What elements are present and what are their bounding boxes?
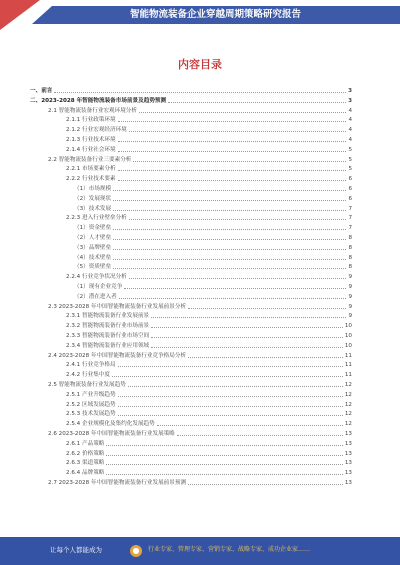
- toc-entry-title: （2）发展现状: [74, 195, 112, 202]
- toc-entry-page: 12: [344, 391, 352, 398]
- toc-entry-page: 5: [348, 156, 352, 163]
- toc-entry-page: 8: [348, 254, 352, 261]
- toc-dot-leader: [106, 445, 342, 446]
- person-icon: ●: [132, 546, 140, 555]
- toc-entry[interactable]: [30, 96, 352, 105]
- toc-entry-title: （5）资质壁垒: [74, 264, 112, 271]
- toc-dot-leader: [118, 121, 347, 122]
- toc-entry[interactable]: [30, 106, 352, 115]
- toc-entry-page: 11: [344, 362, 352, 369]
- toc-entry-title: 2.6.2 价格策略: [66, 450, 105, 457]
- toc-dot-leader: [129, 131, 347, 132]
- toc-entry[interactable]: [30, 302, 352, 311]
- toc-dot-leader: [119, 298, 347, 299]
- toc-entry[interactable]: [30, 194, 352, 203]
- toc-entry-title: 2.1.1 行业政策环境: [66, 117, 116, 124]
- toc-entry-page: 13: [344, 450, 352, 457]
- toc-entry-title: 2.5.2 区域发展趋势: [66, 401, 116, 408]
- toc-entry[interactable]: [30, 321, 352, 330]
- toc-entry-title: 2.5.1 产业升级趋势: [66, 391, 116, 398]
- toc-entry-title: 2.4 2023-2028 年中国智能物流装备行业竞争格局分析: [48, 352, 187, 359]
- toc-entry-title: 2.3.2 智能物流装备行业市场前景: [66, 323, 150, 330]
- toc-entry-page: 11: [344, 352, 352, 359]
- toc-entry[interactable]: [30, 125, 352, 134]
- toc-entry[interactable]: [30, 223, 352, 232]
- toc-entry-page: 11: [344, 372, 352, 379]
- toc-entry-title: 2.1.2 行业宏观经济环境: [66, 127, 127, 134]
- toc-entry-title: （1）现有企业竞争: [74, 284, 123, 290]
- toc-dot-leader: [177, 435, 343, 436]
- toc-entry[interactable]: [30, 439, 352, 448]
- toc-entry[interactable]: [30, 409, 352, 418]
- toc-entry-title: 2.6.1 产品策略: [66, 440, 105, 447]
- toc-dot-leader: [188, 308, 346, 309]
- toc-entry-page: 6: [348, 186, 352, 192]
- toc-entry[interactable]: [30, 449, 352, 458]
- toc-entry-page: 10: [344, 333, 352, 339]
- toc-entry[interactable]: [30, 164, 352, 173]
- toc-dot-leader: [151, 317, 346, 318]
- toc-entry[interactable]: [30, 419, 352, 428]
- toc-dot-leader: [188, 484, 343, 485]
- toc-entry-page: 12: [344, 421, 352, 428]
- toc-entry-title: 二、2023-2028 年智能物流装备市场前景及趋势预测: [30, 97, 167, 104]
- toc-entry-title: 2.7 2023-2028 年中国智能物流装备行业发展前景预测: [48, 480, 187, 486]
- toc-entry[interactable]: [30, 400, 352, 409]
- toc-dot-leader: [157, 425, 343, 426]
- toc-entry-page: 10: [344, 323, 352, 330]
- toc-dot-leader: [151, 337, 343, 338]
- toc-entry-title: 2.6 2023-2028 年中国智能物流装备行业发展策略: [48, 431, 175, 437]
- toc-entry[interactable]: [30, 233, 352, 242]
- toc-entry-title: 一、前言: [30, 88, 53, 94]
- toc-dot-leader: [151, 347, 343, 348]
- toc-entry[interactable]: [30, 370, 352, 379]
- toc-entry-page: 12: [344, 401, 352, 408]
- toc-entry-title: 2.2.2 行业技术要素: [66, 176, 116, 183]
- toc-entry-title: 2.2.3 进入行业壁垒分析: [66, 215, 127, 222]
- toc-entry-page: 13: [344, 480, 352, 486]
- toc-dot-leader: [188, 357, 343, 358]
- toc-dot-leader: [113, 229, 346, 230]
- toc-dot-leader: [118, 151, 347, 152]
- toc-entry[interactable]: [30, 184, 352, 193]
- toc-entry-title: 2.1.4 行业社会环境: [66, 146, 116, 153]
- toc-entry-page: 9: [348, 303, 352, 310]
- toc-entry-title: （4）技术壁垒: [74, 254, 112, 261]
- toc-entry-page: 7: [348, 225, 352, 232]
- toc-heading: 内容目录: [178, 58, 222, 71]
- toc-dot-leader: [118, 180, 347, 181]
- toc-entry-title: 2.5.3 技术发展趋势: [66, 411, 116, 418]
- page-header: [0, 0, 400, 30]
- table-of-contents: [30, 86, 352, 506]
- toc-entry-page: 9: [348, 274, 352, 281]
- toc-dot-leader: [106, 464, 342, 465]
- report-title: 智能物流装备企业穿越周期策略研究报告: [130, 9, 302, 20]
- toc-entry-page: 9: [348, 293, 352, 300]
- toc-entry[interactable]: [30, 243, 352, 252]
- toc-dot-leader: [118, 406, 343, 407]
- toc-entry[interactable]: [30, 390, 352, 399]
- toc-entry-title: 2.5.4 企业规模化及集约化发展趋势: [66, 421, 155, 428]
- toc-entry-title: 2.3.3 智能物流装备行业市场空间: [66, 333, 150, 339]
- toc-entry-title: 2.4.1 行业竞争格局: [66, 362, 116, 369]
- toc-dot-leader: [113, 239, 346, 240]
- toc-entry-page: 13: [344, 440, 352, 447]
- toc-entry-page: 5: [348, 146, 352, 153]
- toc-entry-page: 5: [348, 166, 352, 173]
- toc-entry-title: 2.2.4 行业竞争状况分析: [66, 274, 127, 281]
- toc-entry-page: 4: [348, 117, 352, 124]
- toc-dot-leader: [118, 415, 343, 416]
- toc-entry[interactable]: [30, 213, 352, 222]
- toc-entry-page: 12: [344, 411, 352, 418]
- toc-entry[interactable]: [30, 262, 352, 271]
- toc-entry[interactable]: [30, 115, 352, 124]
- toc-entry[interactable]: [30, 458, 352, 467]
- toc-entry[interactable]: [30, 468, 352, 477]
- toc-entry[interactable]: [30, 478, 352, 487]
- toc-entry-page: 4: [348, 127, 352, 134]
- toc-dot-leader: [54, 92, 346, 93]
- toc-dot-leader: [113, 259, 346, 260]
- toc-dot-leader: [168, 102, 346, 103]
- toc-entry[interactable]: [30, 351, 352, 360]
- toc-entry-title: （1）市场规模: [74, 186, 112, 192]
- toc-entry[interactable]: [30, 174, 352, 183]
- toc-entry[interactable]: [30, 282, 352, 291]
- toc-entry-title: （2）潜在进入者: [74, 293, 117, 300]
- toc-entry[interactable]: [30, 341, 352, 350]
- toc-dot-leader: [129, 278, 347, 279]
- toc-entry-page: 13: [344, 460, 352, 467]
- toc-dot-leader: [113, 210, 346, 211]
- toc-dot-leader: [118, 366, 343, 367]
- toc-entry-title: （2）人才壁垒: [74, 235, 112, 241]
- toc-entry-title: 2.2.1 市场要素分析: [66, 166, 116, 173]
- toc-entry[interactable]: [30, 204, 352, 213]
- toc-dot-leader: [124, 288, 346, 289]
- toc-entry-page: 4: [348, 107, 352, 114]
- toc-dot-leader: [106, 455, 342, 456]
- toc-entry-page: 8: [348, 264, 352, 271]
- toc-dot-leader: [151, 327, 343, 328]
- toc-entry[interactable]: [30, 429, 352, 438]
- toc-dot-leader: [113, 249, 346, 250]
- toc-entry-page: 8: [348, 235, 352, 241]
- footer-slogan: 让每个人都能成为: [50, 546, 102, 554]
- toc-entry-page: 9: [348, 284, 352, 290]
- toc-entry-title: （3）技术发展: [74, 205, 112, 212]
- toc-entry-title: 2.1 智能物流装备行业宏观环境分析: [48, 107, 137, 114]
- header-blue-slant: [32, 6, 52, 24]
- toc-dot-leader: [106, 474, 342, 475]
- toc-entry-page: 12: [344, 382, 352, 388]
- toc-entry-title: 2.2 智能物流装备行业三要素分析: [48, 156, 132, 163]
- footer-tags: 行业专家、管理专家、营销专家、战略专家、成功企业家……: [148, 546, 311, 553]
- toc-entry[interactable]: [30, 292, 352, 301]
- toc-dot-leader: [133, 161, 346, 162]
- toc-entry[interactable]: [30, 272, 352, 281]
- toc-dot-leader: [128, 386, 343, 387]
- toc-entry-title: 2.3 2023-2028 年中国智能物流装备行业发展前景分析: [48, 303, 187, 310]
- toc-entry-page: 6: [348, 195, 352, 202]
- toc-entry-title: 2.5 智能物流装备行业发展趋势: [48, 382, 126, 388]
- toc-entry-page: 13: [344, 470, 352, 477]
- toc-entry[interactable]: [30, 380, 352, 389]
- toc-dot-leader: [118, 141, 347, 142]
- toc-dot-leader: [118, 396, 343, 397]
- toc-dot-leader: [112, 376, 343, 377]
- toc-entry-page: 6: [348, 176, 352, 183]
- toc-entry-page: 3: [348, 97, 352, 104]
- toc-dot-leader: [139, 112, 346, 113]
- page-footer: [0, 537, 400, 565]
- toc-entry-title: （1）资金壁垒: [74, 225, 112, 232]
- toc-dot-leader: [118, 170, 347, 171]
- footer-badge-icon: [130, 545, 142, 557]
- toc-entry-page: 13: [344, 431, 352, 437]
- toc-entry-page: 4: [348, 137, 352, 143]
- toc-entry-page: 7: [348, 205, 352, 212]
- toc-entry[interactable]: [30, 331, 352, 340]
- toc-dot-leader: [113, 190, 346, 191]
- toc-entry-page: 10: [344, 342, 352, 349]
- toc-entry-page: 7: [348, 215, 352, 222]
- toc-entry-page: 9: [348, 313, 352, 320]
- toc-entry-title: 2.4.2 行业集中度: [66, 372, 110, 379]
- toc-entry-title: 2.3.4 智能物流装备行业应用领域: [66, 342, 150, 349]
- toc-entry[interactable]: [30, 360, 352, 369]
- toc-entry-title: （3）品牌壁垒: [74, 244, 112, 251]
- toc-entry[interactable]: [30, 155, 352, 164]
- toc-entry[interactable]: [30, 311, 352, 320]
- toc-entry-title: 2.6.4 品牌策略: [66, 470, 105, 477]
- toc-entry-page: 3: [348, 88, 352, 94]
- toc-entry[interactable]: [30, 135, 352, 144]
- toc-entry[interactable]: [30, 145, 352, 154]
- toc-entry-page: 8: [348, 244, 352, 251]
- toc-dot-leader: [129, 219, 347, 220]
- toc-dot-leader: [113, 268, 346, 269]
- toc-entry-title: 2.6.3 渠道策略: [66, 460, 105, 467]
- toc-entry[interactable]: [30, 253, 352, 262]
- toc-dot-leader: [113, 200, 346, 201]
- toc-entry[interactable]: [30, 86, 352, 95]
- toc-entry-title: 2.1.3 行业技术环境: [66, 137, 116, 143]
- toc-entry-title: 2.3.1 智能物流装备行业发展前景: [66, 313, 150, 320]
